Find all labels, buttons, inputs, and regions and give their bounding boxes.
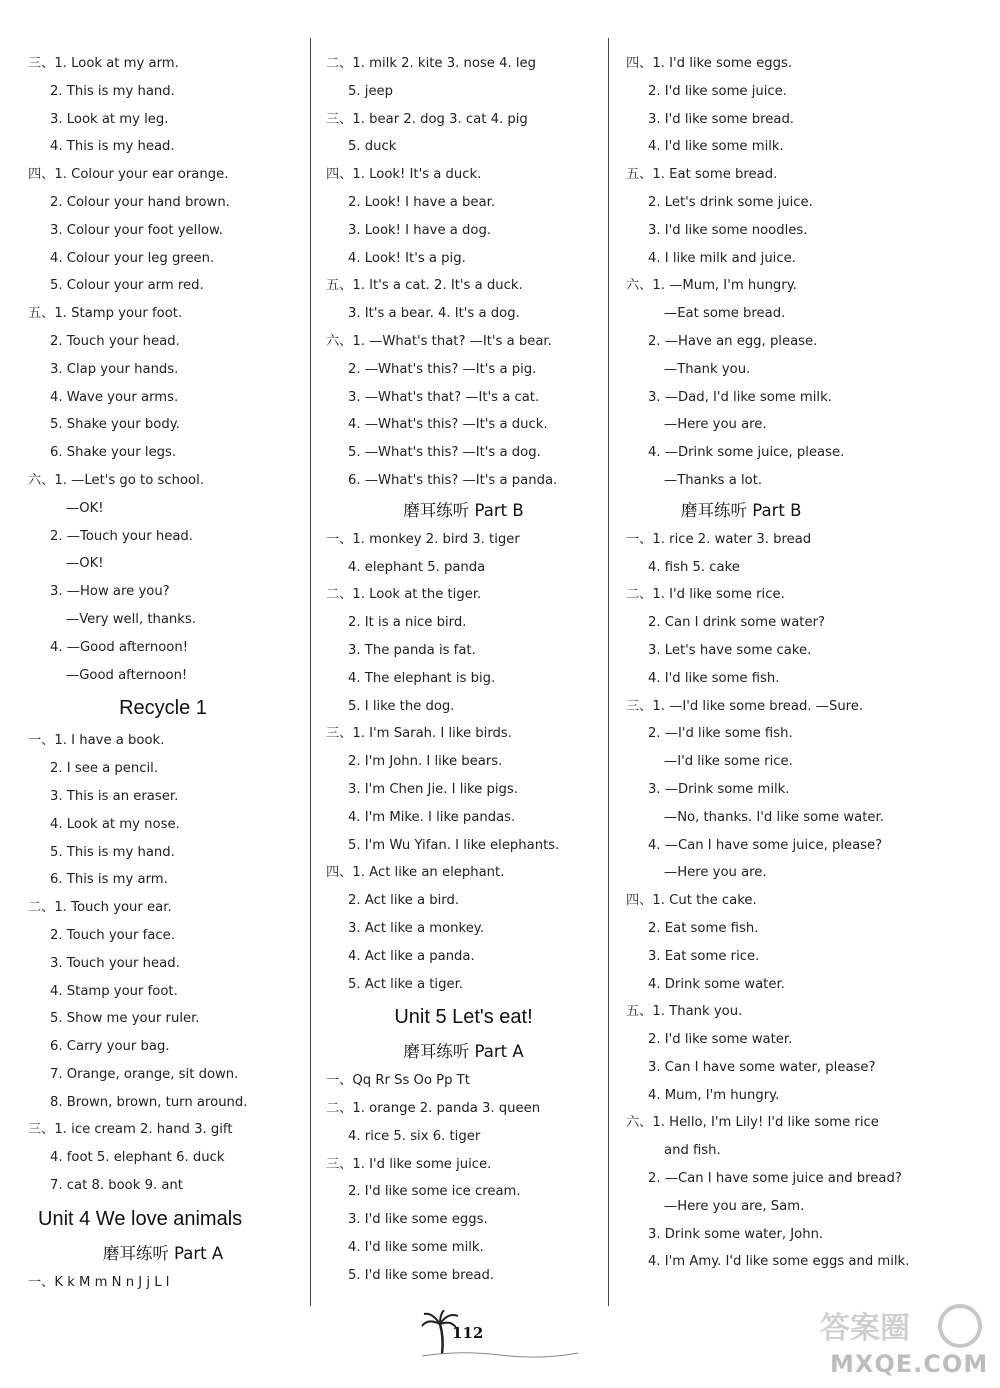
answer-line: 2. It is a nice bird. xyxy=(348,615,467,631)
subsection-title-part-b: 磨耳练听 Part B xyxy=(681,500,802,520)
answer-line: 4. Act like a panda. xyxy=(348,948,475,964)
answer-line: 4. I like milk and juice. xyxy=(648,250,796,266)
answer-line: 3. Can I have some water, please? xyxy=(648,1059,876,1075)
answer-line: 5. —What's this? —It's a dog. xyxy=(348,445,541,461)
section-title-unit-5: Unit 5 Let's eat! xyxy=(394,1006,533,1029)
column-2 xyxy=(326,50,601,1290)
answer-line: 3. Let's have some cake. xyxy=(648,642,812,658)
answer-line: 3. I'm Chen Jie. I like pigs. xyxy=(348,781,518,797)
answer-line: 5. Show me your ruler. xyxy=(50,1011,200,1027)
answer-line: 8. Brown, brown, turn around. xyxy=(50,1094,248,1110)
answer-line: 3. Touch your head. xyxy=(50,955,180,971)
answer-line: 4. Look! It's a pig. xyxy=(348,250,466,266)
answer-line: 二、1. I'd like some rice. xyxy=(626,587,785,603)
palm-tree-icon xyxy=(420,1310,580,1360)
answer-line: 6. This is my arm. xyxy=(50,872,168,888)
answer-line: 3. Drink some water, John. xyxy=(648,1226,824,1242)
answer-line: 2. I'd like some water. xyxy=(648,1032,793,1048)
answer-line: 四、1. Cut the cake. xyxy=(626,893,757,909)
site-watermark xyxy=(790,1300,990,1380)
answer-line: 5. Act like a tiger. xyxy=(348,976,463,992)
answer-line: 2. —Can I have some juice and bread? xyxy=(648,1171,902,1187)
answer-line: 5. Colour your arm red. xyxy=(50,278,204,294)
answer-line: 4. I'd like some milk. xyxy=(648,139,784,155)
answer-line: 2. —What's this? —It's a pig. xyxy=(348,361,537,377)
answer-line: and fish. xyxy=(664,1143,721,1159)
watermark-url: MXQE.COM xyxy=(830,1350,989,1378)
answer-line: —Very well, thanks. xyxy=(66,611,196,627)
answer-line: 二、1. Touch your ear. xyxy=(28,900,172,916)
answer-line: —Thank you. xyxy=(664,361,751,377)
answer-line: 3. I'd like some eggs. xyxy=(348,1212,488,1228)
answer-line: 4. Colour your leg green. xyxy=(50,250,215,266)
answer-line: 六、1. —Let's go to school. xyxy=(28,472,204,488)
answer-line: 三、1. Look at my arm. xyxy=(28,56,179,71)
answer-line: 四、1. Colour your ear orange. xyxy=(28,167,229,183)
answer-line: 6. —What's this? —It's a panda. xyxy=(348,472,558,488)
answer-line: 六、1. Hello, I'm Lily! I'd like some rice xyxy=(626,1115,879,1131)
answer-line: —Good afternoon! xyxy=(66,667,188,683)
answer-line: 三、1. —I'd like some bread. —Sure. xyxy=(626,698,864,714)
answer-line: —OK! xyxy=(66,556,104,572)
answer-line: 2. —Touch your head. xyxy=(50,528,193,544)
answer-line: 3. I'd like some noodles. xyxy=(648,222,808,238)
section-title-recycle-1: Recycle 1 xyxy=(119,697,207,720)
page-number: 112 xyxy=(452,1324,484,1342)
page-footer xyxy=(420,1310,580,1360)
answer-line: 4. foot 5. elephant 6. duck xyxy=(50,1150,225,1166)
answer-line: 4. rice 5. six 6. tiger xyxy=(348,1128,481,1144)
answer-line: 4. Drink some water. xyxy=(648,976,785,992)
answer-line: 7. cat 8. book 9. ant xyxy=(50,1178,183,1194)
answer-line: 三、1. bear 2. dog 3. cat 4. pig xyxy=(326,111,528,127)
answer-line: 7. Orange, orange, sit down. xyxy=(50,1066,239,1082)
answer-line: 2. Eat some fish. xyxy=(648,920,759,936)
answer-line: 三、1. I'd like some juice. xyxy=(326,1156,492,1172)
column-divider-1 xyxy=(310,38,311,1306)
answer-line: 4. I'd like some milk. xyxy=(348,1240,484,1256)
answer-line: —OK! xyxy=(66,500,104,516)
answer-line: 3. —What's that? —It's a cat. xyxy=(348,389,540,405)
answer-line: 4. fish 5. cake xyxy=(648,559,740,575)
answer-line: 3. Act like a monkey. xyxy=(348,920,484,936)
answer-line: 5. I'd like some bread. xyxy=(348,1267,495,1283)
watermark-logo-label: 答案圈 xyxy=(820,1311,910,1346)
answer-line: 2. Act like a bird. xyxy=(348,893,460,909)
answer-line: —No, thanks. I'd like some water. xyxy=(664,809,884,825)
answer-line: 2. Colour your hand brown. xyxy=(50,194,230,210)
section-title-unit-4: Unit 4 We love animals xyxy=(38,1207,243,1230)
answer-line: 3. Look at my leg. xyxy=(50,111,169,127)
answer-line: 5. I'm Wu Yifan. I like elephants. xyxy=(348,837,560,853)
answer-line: 一、Qq Rr Ss Oo Pp Tt xyxy=(326,1073,470,1089)
answer-line: 5. Shake your body. xyxy=(50,417,180,433)
answer-line: 2. I see a pencil. xyxy=(50,761,159,777)
answer-line: 4. I'm Amy. I'd like some eggs and milk. xyxy=(648,1254,910,1270)
answer-line: 3. —Drink some milk. xyxy=(648,781,790,797)
answer-line: 4. elephant 5. panda xyxy=(348,559,486,575)
answer-line: 2. I'd like some juice. xyxy=(648,83,787,99)
watermark-logo-icon xyxy=(790,1300,990,1350)
answer-line: 3. —Dad, I'd like some milk. xyxy=(648,389,832,405)
subsection-title-part-a: 磨耳练听 Part A xyxy=(403,1042,524,1062)
answer-line: 2. Let's drink some juice. xyxy=(648,194,813,210)
column-3 xyxy=(626,50,986,1276)
answer-line: 六、1. —What's that? —It's a bear. xyxy=(326,333,552,349)
answer-line: 四、1. Act like an elephant. xyxy=(326,865,505,881)
answer-line: —I'd like some rice. xyxy=(664,754,793,770)
answer-line: 5. I like the dog. xyxy=(348,698,455,714)
answer-line: 五、1. Eat some bread. xyxy=(626,167,778,183)
answer-line: 4. This is my head. xyxy=(50,139,175,155)
answer-line: 3. This is an eraser. xyxy=(50,788,179,804)
answer-line: 4. —Drink some juice, please. xyxy=(648,445,845,461)
answer-line: 4. Stamp your foot. xyxy=(50,983,178,999)
answer-line: —Here you are. xyxy=(664,417,767,433)
answer-line: —Eat some bread. xyxy=(664,306,786,322)
answer-line: —Here you are, Sam. xyxy=(664,1198,805,1214)
answer-line: 2. —Have an egg, please. xyxy=(648,333,818,349)
answer-line: 4. —What's this? —It's a duck. xyxy=(348,417,548,433)
answer-line: 3. It's a bear. 4. It's a dog. xyxy=(348,306,520,322)
answer-line: 二、1. orange 2. panda 3. queen xyxy=(326,1101,541,1117)
answer-line: —Thanks a lot. xyxy=(664,472,763,488)
answer-line: 一、K k M m N n J j L l xyxy=(28,1274,170,1290)
answer-line: 二、1. Look at the tiger. xyxy=(326,587,482,603)
answer-line: 2. Look! I have a bear. xyxy=(348,194,496,210)
answer-line: 4. Mum, I'm hungry. xyxy=(648,1087,780,1103)
answer-line: 六、1. —Mum, I'm hungry. xyxy=(626,278,797,294)
answer-line: 2. —I'd like some fish. xyxy=(648,726,793,742)
answer-line: 2. Touch your face. xyxy=(50,927,175,943)
answer-line: —Here you are. xyxy=(664,865,767,881)
answer-line: 2. Touch your head. xyxy=(50,333,180,349)
answer-line: 3. The panda is fat. xyxy=(348,642,476,658)
column-1 xyxy=(28,50,298,1297)
answer-line: 5. duck xyxy=(348,139,397,155)
answer-line: 4. I'd like some fish. xyxy=(648,670,780,686)
answer-line: 2. I'm John. I like bears. xyxy=(348,754,503,770)
answer-line: 4. I'm Mike. I like pandas. xyxy=(348,809,516,825)
answer-line: 2. Can I drink some water? xyxy=(648,615,826,631)
answer-line: 一、1. I have a book. xyxy=(28,733,165,749)
answer-line: 2. This is my hand. xyxy=(50,83,175,99)
answer-line: 五、1. It's a cat. 2. It's a duck. xyxy=(326,278,523,294)
answer-line: 3. Colour your foot yellow. xyxy=(50,222,223,238)
answer-line: 3. I'd like some bread. xyxy=(648,111,795,127)
answer-line: 二、1. milk 2. kite 3. nose 4. leg xyxy=(326,56,537,71)
answer-line: 2. I'd like some ice cream. xyxy=(348,1184,521,1200)
answer-line: 三、1. ice cream 2. hand 3. gift xyxy=(28,1122,233,1138)
answer-line: 4. —Can I have some juice, please? xyxy=(648,837,883,853)
answer-line: 4. —Good afternoon! xyxy=(50,639,188,655)
answer-line: 3. Eat some rice. xyxy=(648,948,760,964)
answer-line: 五、1. Stamp your foot. xyxy=(28,306,183,322)
answer-line: 4. Wave your arms. xyxy=(50,389,179,405)
answer-line: 5. jeep xyxy=(348,83,394,99)
answer-line: 6. Shake your legs. xyxy=(50,445,177,461)
answer-line: 3. Clap your hands. xyxy=(50,361,179,377)
answer-line: 四、1. Look! It's a duck. xyxy=(326,167,482,183)
answer-line: 4. Look at my nose. xyxy=(50,816,180,832)
answer-line: 4. The elephant is big. xyxy=(348,670,496,686)
answer-line: 一、1. rice 2. water 3. bread xyxy=(626,531,812,547)
column-divider-2 xyxy=(608,38,609,1306)
answer-line: 一、1. monkey 2. bird 3. tiger xyxy=(326,531,520,547)
answer-line: 5. This is my hand. xyxy=(50,844,175,860)
answer-line: 四、1. I'd like some eggs. xyxy=(626,56,793,71)
answer-line: 3. Look! I have a dog. xyxy=(348,222,492,238)
answer-line: 五、1. Thank you. xyxy=(626,1004,743,1020)
answer-line: 3. —How are you? xyxy=(50,584,170,600)
answer-line: 三、1. I'm Sarah. I like birds. xyxy=(326,726,512,742)
subsection-title-part-b: 磨耳练听 Part B xyxy=(403,500,524,520)
subsection-title-part-a: 磨耳练听 Part A xyxy=(102,1243,224,1263)
answer-line: 6. Carry your bag. xyxy=(50,1039,170,1055)
